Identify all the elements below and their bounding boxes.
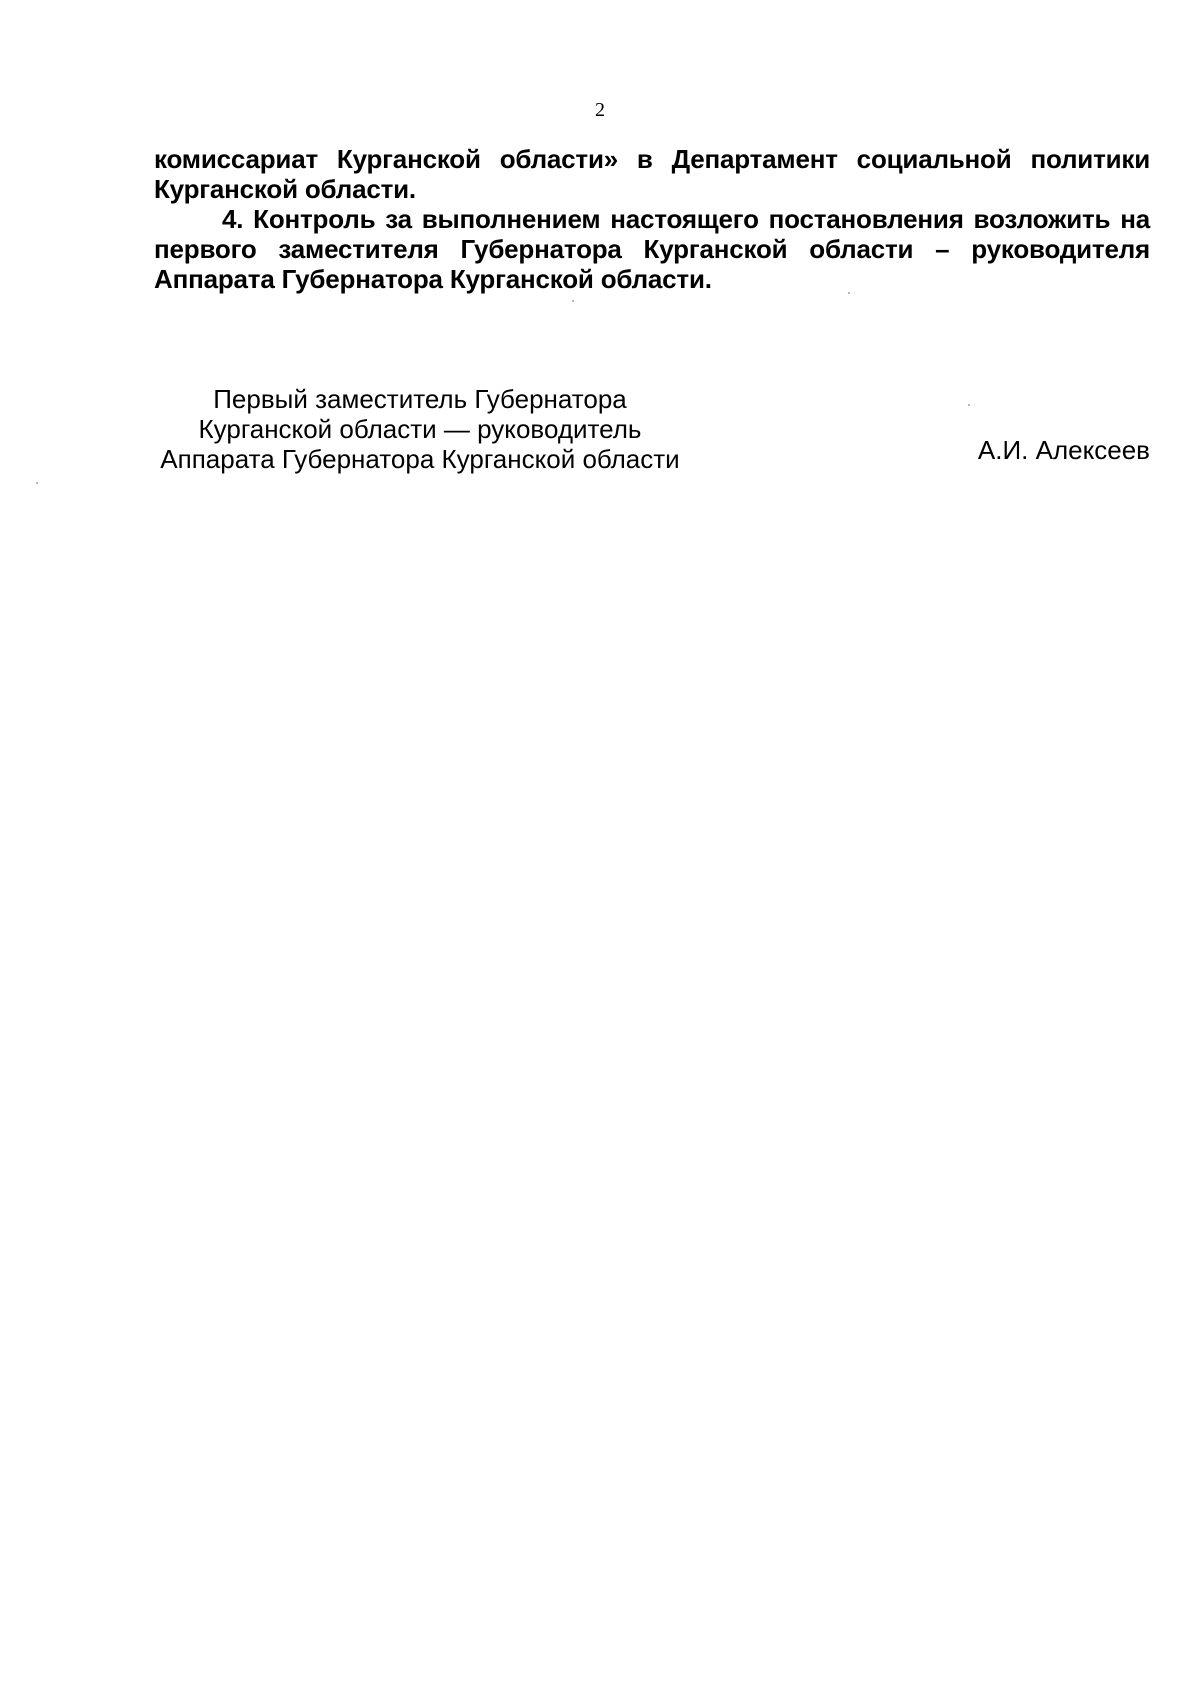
signatory-position-line: Первый заместитель Губернатора <box>213 384 627 414</box>
paragraph-continuation: комиссариат Курганской области» в Департамент социальной политики Курганской области. <box>154 144 1150 204</box>
paragraph-item-4: 4. Контроль за выполнением настоящего постановления возложить на первого заместителя Губернатора Курганской области – руководителя Аппарата Губернатора Курганской области. <box>154 204 1150 294</box>
signatory-position <box>140 384 700 474</box>
page-number: 2 <box>595 99 605 121</box>
signatory-name: А.И. Алексеев <box>977 435 1150 465</box>
document-body <box>154 144 1150 294</box>
scan-speck <box>36 482 38 484</box>
signatory-position-line: Курганской области — руководитель <box>198 414 642 444</box>
scan-speck <box>848 292 850 294</box>
scan-speck <box>572 300 574 302</box>
signatory-position-line: Аппарата Губернатора Курганской области <box>160 444 680 474</box>
scan-speck <box>968 404 970 406</box>
